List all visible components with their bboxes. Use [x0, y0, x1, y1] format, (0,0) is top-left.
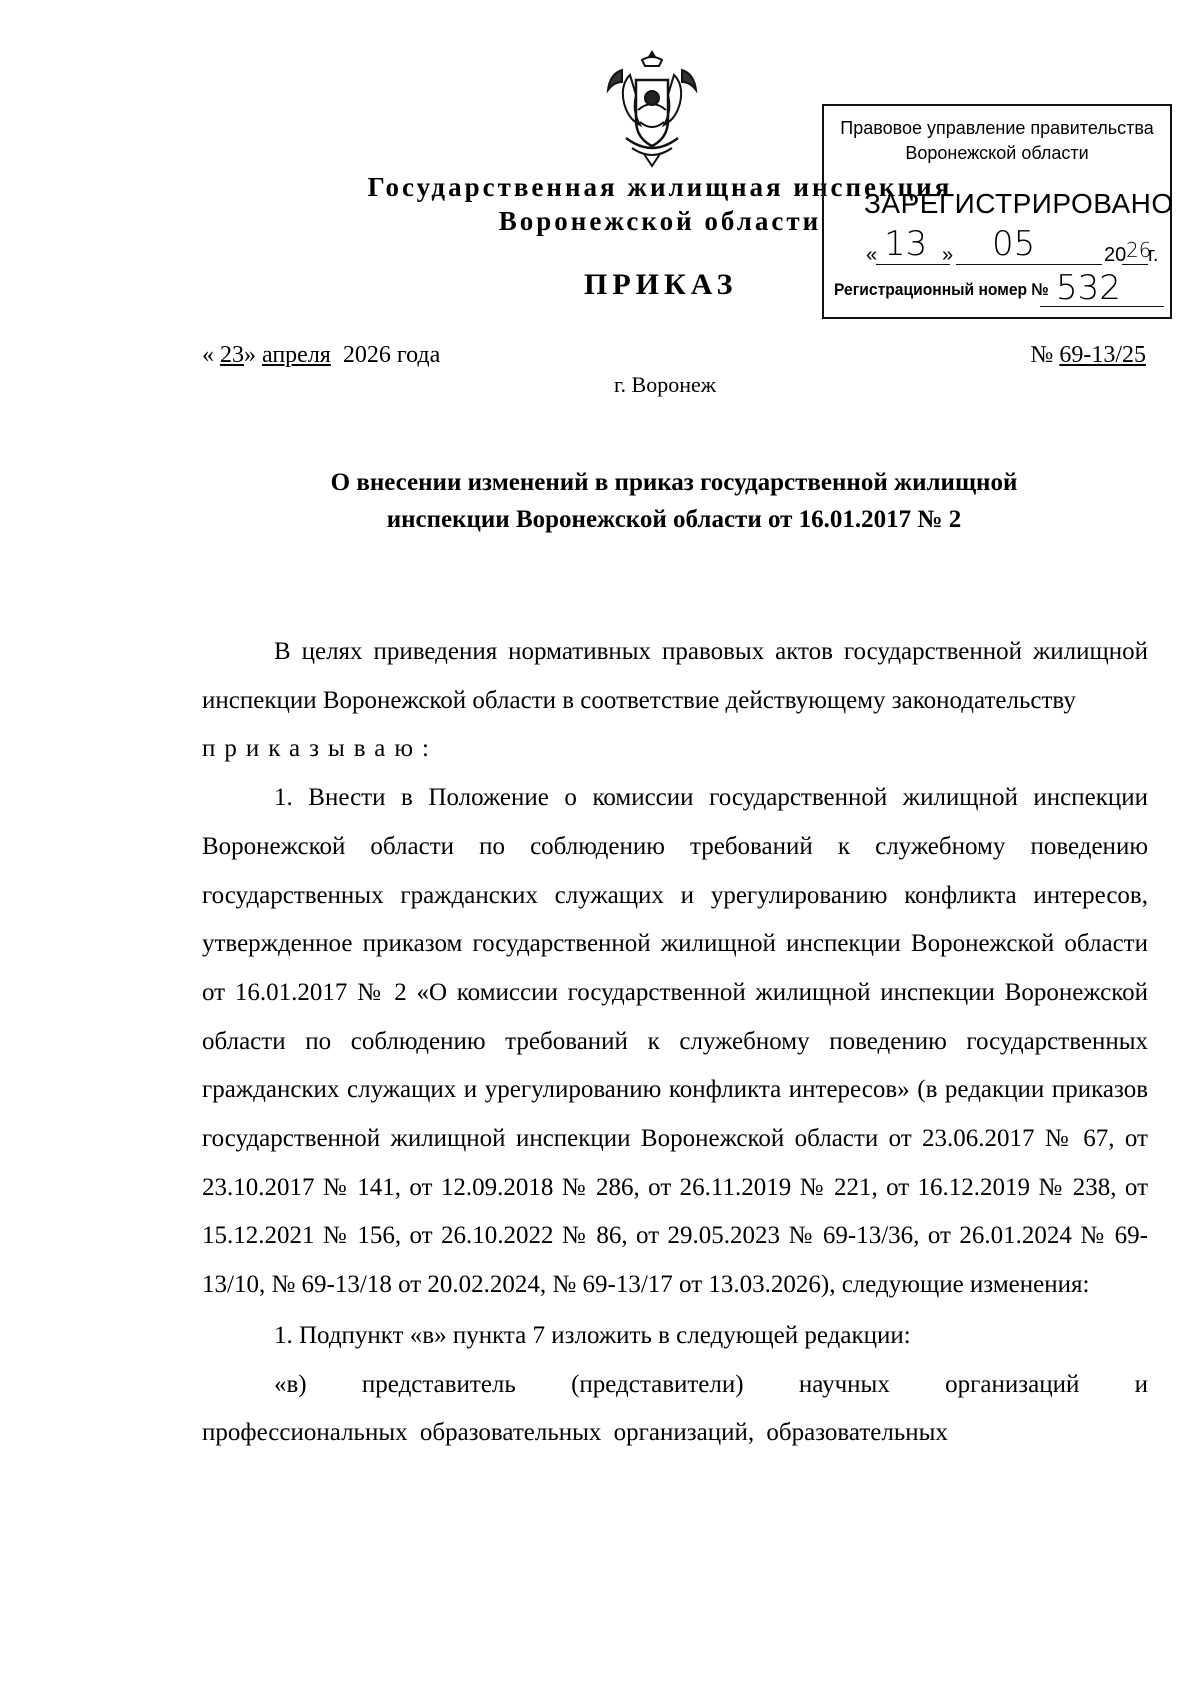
- item-1-1-text: «в) представитель (представители) научных организаций и профессиональных образовательных организаций, образовательных: [202, 1370, 1148, 1447]
- organization-line-1: Государственная жилищная инспекция: [367, 172, 953, 202]
- document-body: [202, 628, 1148, 1458]
- registration-stamp: [822, 104, 1172, 319]
- date-open-quote: «: [202, 342, 214, 368]
- organization-line-2: Воронежской области: [498, 206, 822, 236]
- stamp-month: 05: [992, 224, 1036, 264]
- document-title: [200, 464, 1148, 538]
- item-1-paragraph: 1. Внести в Положение о комиссии государственной жилищной инспекции Воронежской области по соблюдению требований к служебному поведению государственных гражданских служащих и урегулированию конфликта интересов, утвержденное приказом государственной жилищной инспекции Воронежской области от 16.01.2017 № 2 «О комиссии государственной жилищной инспекции Воронежской области по соблюдению требований к служебному поведению государственных гражданских служащих и урегулированию конфликта интересов» (в редакции приказов государственной жилищной инспекции Воронежской области от 23.06.2017 № 67, от 23.10.2017 № 141, от 12.09.2018 № 286, от 26.11.2019 № 221, от 16.12.2019 № 238, от 15.12.2021 № 156, от 26.10.2022 № 86, от 29.05.2023 № 69-13/36, от 26.01.2024 № 69-13/10, № 69-13/18 от 20.02.2024, № 69-13/17 от 13.03.2026), следующие изменения:: [202, 784, 1148, 1299]
- document-date: [202, 342, 440, 369]
- stamp-org-line-2: Воронежской области: [905, 143, 1089, 163]
- preamble-paragraph: В целях приведения нормативных правовых актов государственной жилищной инспекции Воронежской области в соответствие действующему законодательству: [202, 638, 1148, 714]
- item-1-1-paragraph: 1. Подпункт «в» пункта 7 изложить в следующей редакции:: [274, 1321, 911, 1349]
- stamp-day: 13: [884, 224, 928, 264]
- order-word: приказываю:: [202, 735, 438, 763]
- number-value: 69-13/25: [1059, 342, 1146, 368]
- title-line-2: инспекции Воронежской области от 16.01.2017 № 2: [386, 506, 962, 533]
- stamp-close-quote: »: [942, 244, 954, 266]
- title-line-1: О внесении изменений в приказ государственной жилищной: [330, 469, 1018, 496]
- stamp-org-line-1: Правовое управление правительства: [840, 118, 1154, 138]
- date-day: 23: [220, 342, 244, 368]
- document-type: ПРИКАЗ: [584, 268, 738, 301]
- stamp-reg-number: 532: [1056, 268, 1121, 308]
- coat-of-arms-icon: [602, 50, 702, 170]
- document-number: [1030, 342, 1146, 369]
- stamp-year-prefix: 20: [1104, 244, 1127, 266]
- document-city: г. Воронеж: [614, 372, 716, 397]
- number-prefix: №: [1030, 342, 1054, 368]
- stamp-date: [852, 224, 1162, 268]
- stamp-year-suffix: 26: [1126, 238, 1152, 262]
- stamp-year-end: г.: [1148, 244, 1159, 266]
- stamp-open-quote: «: [866, 244, 878, 266]
- stamp-organization: [824, 116, 1170, 166]
- stamp-reg-label: Регистрационный номер №: [834, 280, 1049, 299]
- date-month: апреля: [262, 342, 331, 368]
- date-close-quote: »: [244, 342, 256, 368]
- stamp-registered-label: ЗАРЕГИСТРИРОВАНО: [864, 188, 1174, 219]
- date-year: 2026 года: [342, 342, 441, 368]
